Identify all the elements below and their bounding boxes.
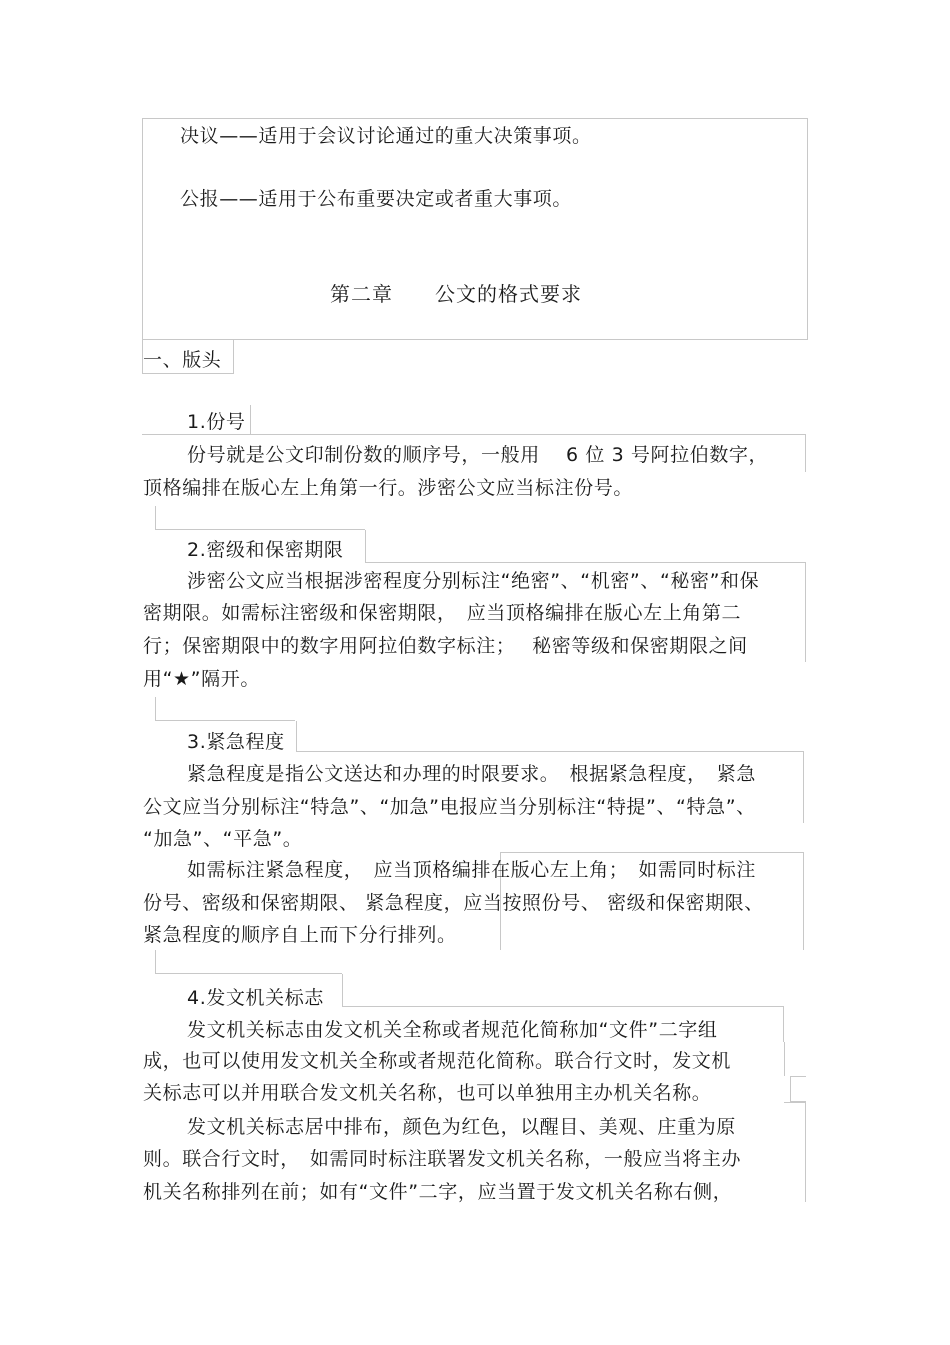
scan-frame-item4 [342, 974, 343, 1006]
scan-frame-item4-tab [790, 1076, 806, 1102]
chapter-title: 第二章 公文的格式要求 [330, 282, 582, 306]
item-4-line-2: 成，也可以使用发文机关全称或者规范化简称。联合行文时，发文机 [143, 1050, 732, 1072]
scan-frame-item2 [365, 530, 366, 562]
item-2-line-4: 用“★”隔开。 [143, 668, 260, 690]
item-3-line-5: 份号、密级和保密期限、 紧急程度，应当按照份号、 密级和保密期限、 [143, 892, 764, 914]
scan-frame-item2-end [155, 697, 295, 721]
item-3-line-3: “加急”、“平急”。 [143, 828, 303, 850]
item-4-line-3: 关标志可以并用联合发文机关名称，也可以单独用主办机关名称。 [143, 1082, 712, 1104]
item-2-line-3: 行；保密期限中的数字用阿拉伯数字标注； 秘密等级和保密期限之间 [143, 635, 748, 657]
item-1-line-2: 顶格编排在版心左上角第一行。涉密公文应当标注份号。 [143, 477, 634, 499]
scan-frame-item1-end [155, 506, 365, 530]
intro-line-1: 决议——适用于会议讨论通过的重大决策事项。 [180, 125, 592, 147]
item-3-line-4: 如需标注紧急程度， 应当顶格编排在版心左上角； 如需同时标注 [187, 859, 757, 881]
scan-frame-item3-end [155, 950, 342, 974]
section-title: 一、版头 [143, 349, 222, 371]
item-3-line-1: 紧急程度是指公文送达和办理的时限要求。 根据紧急程度， 紧急 [187, 763, 757, 785]
scan-frame-item3 [296, 721, 297, 751]
item-2-line-1: 涉密公文应当根据涉密程度分别标注“绝密”、“机密”、“秘密”和保 [187, 570, 760, 592]
item-2-line-2: 密期限。如需标注密级和保密期限， 应当顶格编排在版心左上角第二 [143, 602, 742, 624]
item-4-line-5: 则。联合行文时， 如需同时标注联署发文机关名称，一般应当将主办 [143, 1148, 742, 1170]
scan-frame-item4-side [784, 1042, 785, 1076]
item-1-line-1: 份号就是公文印制份数的顺序号，一般用 6 位 3 号阿拉伯数字， [187, 444, 769, 466]
item-3-line-6: 紧急程度的顺序自上而下分行排列。 [143, 924, 457, 946]
item-heading-4: 4.发文机关标志 [187, 987, 324, 1009]
scan-frame-item1 [250, 405, 252, 435]
item-4-line-1: 发文机关标志由发文机关全称或者规范化简称加“文件”二字组 [187, 1019, 718, 1041]
item-4-line-4: 发文机关标志居中排布，颜色为红色，以醒目、美观、庄重为原 [187, 1116, 736, 1138]
scan-frame-item4-body2 [784, 1102, 806, 1202]
intro-line-2: 公报——适用于公布重要决定或者重大事项。 [180, 188, 573, 210]
item-heading-3: 3.紧急程度 [187, 731, 285, 753]
item-heading-2: 2.密级和保密期限 [187, 539, 344, 561]
item-4-line-6: 机关名称排列在前；如有“文件”二字，应当置于发文机关名称右侧， [143, 1181, 733, 1203]
item-3-line-2: 公文应当分别标注“特急”、“加急”电报应当分别标注“特提”、“特急”、 [143, 796, 756, 818]
item-heading-1: 1.份号 [187, 411, 246, 433]
